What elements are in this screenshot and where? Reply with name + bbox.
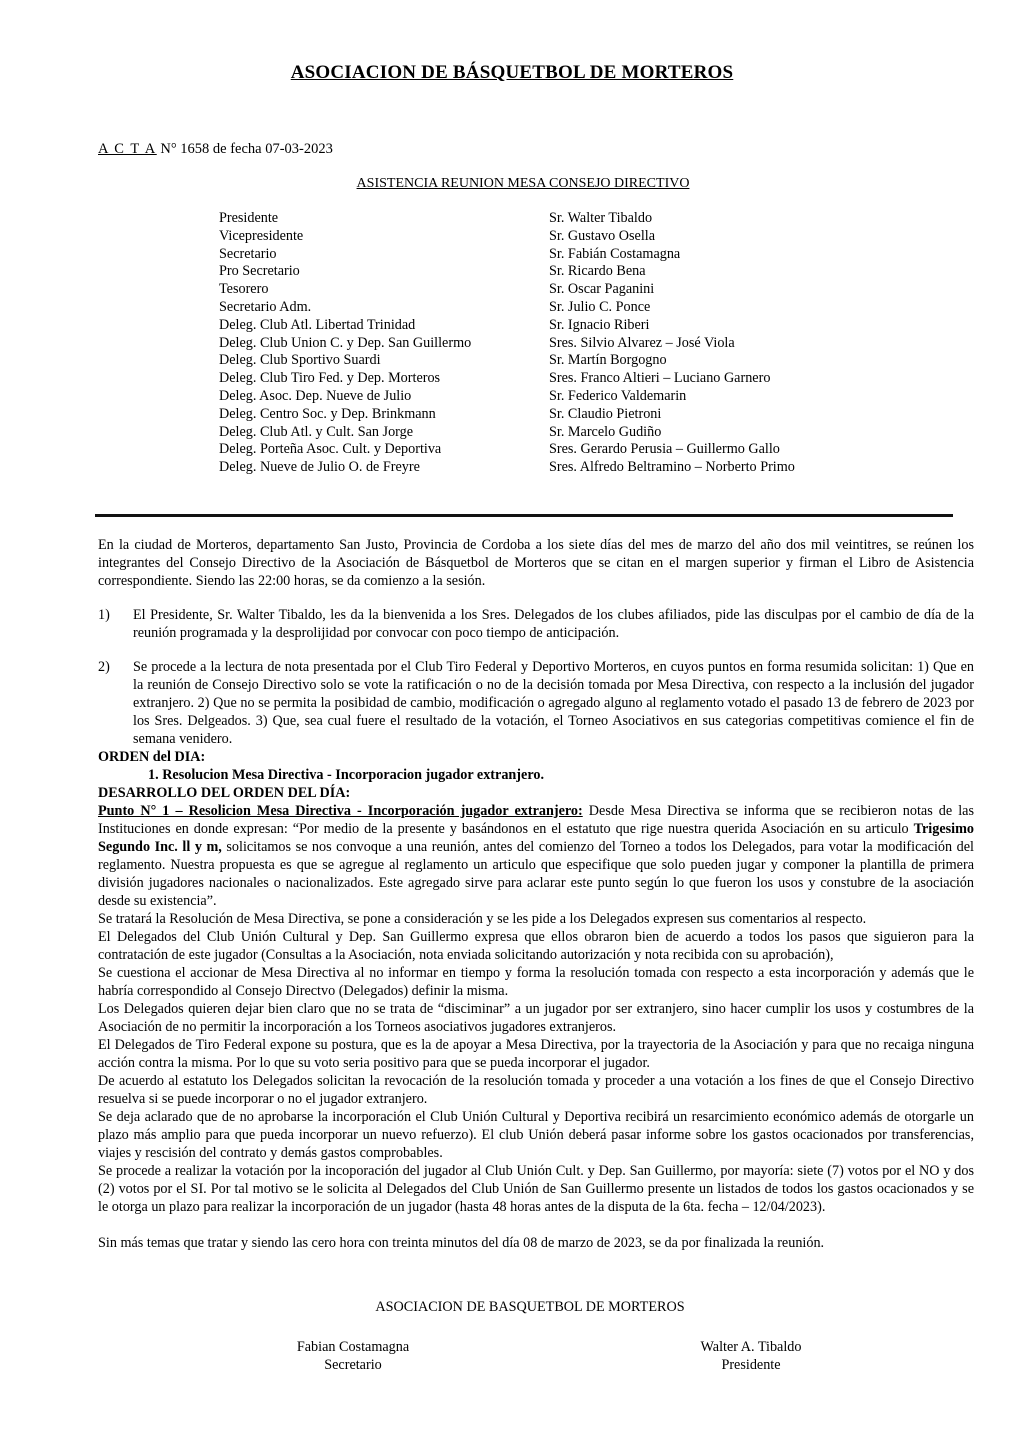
- attendee-row: [219, 459, 859, 477]
- item-number: 2): [98, 659, 110, 675]
- attendee-name: Sr. Ignacio Riberi: [549, 316, 650, 333]
- attendee-name: Sres. Franco Altieri – Luciano Garnero: [549, 370, 771, 387]
- attendee-role: Presidente: [219, 210, 279, 226]
- signature-name: Fabian Costamagna: [296, 1339, 410, 1355]
- attendee-name: Sr. Claudio Pietroni: [549, 405, 662, 422]
- attendee-name: Sr. Fabián Costamagna: [549, 245, 681, 262]
- attendee-name: Sr. Gustavo Osella: [549, 227, 656, 244]
- punto-text-a: Desde Mesa Directiva se informa que se recibieron notas de las Instituciones en donde expresan: “Por medio de la presente y basándonos en el estatuto que rige nuestra querida Asociación en su articulo: [98, 803, 974, 837]
- attendee-name: Sres. Silvio Alvarez – José Viola: [549, 334, 735, 351]
- attendee-role: Pro Secretario: [219, 263, 300, 280]
- attendee-row: [219, 352, 859, 370]
- separator-line: [95, 514, 953, 517]
- attendee-role: Secretario Adm.: [219, 298, 312, 315]
- attendance-heading: ASISTENCIA REUNION MESA CONSEJO DIRECTIVO: [356, 176, 690, 191]
- attendee-row: [219, 370, 859, 388]
- attendee-name: Sres. Alfredo Beltramino – Norberto Primo: [549, 459, 795, 476]
- document-title: ASOCIACION DE BÁSQUETBOL DE MORTEROS: [290, 62, 734, 83]
- desarrollo-heading: DESARROLLO DEL ORDEN DEL DÍA:: [98, 785, 351, 801]
- closing-paragraph: Sin más temas que tratar y siendo las cero hora con treinta minutos del día 08 de marzo de 2023, se da por finalizada la reunión.: [98, 1235, 825, 1251]
- attendee-row: [219, 317, 859, 335]
- orden-heading: ORDEN del DIA:: [98, 749, 206, 765]
- attendee-row: [219, 388, 859, 406]
- attendee-role: Vicepresidente: [219, 227, 304, 244]
- paragraph: Los Delegados quieren dejar bien claro que no se trata de “disciminar” a un jugador por ser extranjero, sino hacer cumplir los usos y costumbres de la Asociación de no permitir la incorporación a los Torneos asociativos jugadores extranjeros.: [98, 1001, 974, 1035]
- orden-item: 1. Resolucion Mesa Directiva - Incorporacion jugador extranjero.: [148, 767, 545, 783]
- attendee-row: [219, 263, 859, 281]
- punto-paragraph: [98, 802, 974, 910]
- paragraph: Se tratará la Resolución de Mesa Directiva, se pone a consideración y se les pide a los Delegados expresen sus comentarios al respecto.: [98, 911, 867, 927]
- acta-number-date: N° 1658 de fecha 07-03-2023: [156, 141, 333, 157]
- item-number: 1): [98, 607, 110, 623]
- attendee-role: Deleg. Club Tiro Fed. y Dep. Morteros: [219, 370, 441, 387]
- minutes-body: [98, 536, 974, 1252]
- paragraph: El Delegados del Club Unión Cultural y Dep. San Guillermo expresa que ellos obraron bien de acuerdo a todos los pasos que siguieron para la contratación de este jugador (Consultas a la Asociación, nota enviada solicitando autorización y nota recibida con su aprobación),: [98, 929, 974, 963]
- numbered-item: [98, 606, 974, 642]
- attendee-role: Deleg. Club Union C. y Dep. San Guillermo: [219, 334, 472, 351]
- signature-president: [676, 1338, 826, 1374]
- attendee-role: Deleg. Club Atl. Libertad Trinidad: [219, 316, 416, 333]
- attendee-role: Deleg. Club Sportivo Suardi: [219, 352, 381, 369]
- attendee-row: [219, 281, 859, 299]
- attendee-role: Deleg. Centro Soc. y Dep. Brinkmann: [219, 405, 436, 422]
- punto-bold-ref: Trigesimo Segundo Inc. ll y m,: [98, 821, 974, 855]
- attendee-row: [219, 299, 859, 317]
- attendee-name: Sr. Oscar Paganini: [549, 281, 655, 298]
- punto-text-b: solicitamos se nos convoque a una reunión, antes del comienzo del Torneo a todos los Delegados, para votar la modificación del reglamento. Nuestra propuesta es que se agregue al reglamento un articulo que especifique que solo pueden jugar y componer la plantilla de primera división jugadores nacionales o nacionalizados. Este agregado sirve para aclarar este punto según lo que fueron los usos y constubre de la asociación desde su existencia”.: [98, 839, 974, 909]
- attendee-name: Sr. Federico Valdemarin: [549, 387, 687, 404]
- attendee-role: Deleg. Nueve de Julio O. de Freyre: [219, 459, 420, 476]
- attendee-role: Deleg. Porteña Asoc. Cult. y Deportiva: [219, 441, 442, 458]
- attendee-row: [219, 246, 859, 264]
- acta-line: [98, 141, 333, 158]
- paragraph: El Delegados de Tiro Federal expone su postura, que es la de apoyar a Mesa Directiva, por la trayectoria de la Asociación y para que no recaiga ninguna acción contra la misma. Por lo que su voto seria positivo para que se pueda incorporar el jugador.: [98, 1037, 974, 1071]
- attendee-role: Tesorero: [219, 281, 269, 298]
- paragraph: De acuerdo al estatuto los Delegados solicitan la revocación de la resolución tomada y proceder a una votación a los fines de que el Consejo Directivo resuelva si se puede incorporar o no el jugador extranjero.: [98, 1073, 974, 1107]
- signature-title: Secretario: [324, 1357, 382, 1373]
- item-text: Se procede a la lectura de nota presentada por el Club Tiro Federal y Deportivo Morteros, en cuyos puntos en forma resumida solicitan: 1) Que en la reunión de Consejo Directivo solo se vote la ratificación o no de la decisión tomada por Mesa Directiva, con respecto a la inclusión del jugador extranjero. 2) Que no se permita la posibidad de cambio, modificación o agregado alguno al reglamento votado el pasado 13 de febrero de 2023 por los Sres. Delgeados. 3) Que, sea cual fuere el resultado de la votación, el Torneo Asociativos en sus categorias competitivas comience el fin de semana venidero.: [133, 659, 974, 747]
- attendee-row: [219, 424, 859, 442]
- attendee-name: Sr. Marcelo Gudiño: [549, 423, 662, 440]
- numbered-item: [98, 658, 974, 748]
- acta-label: A C T A: [98, 141, 157, 157]
- attendee-row: [219, 441, 859, 459]
- attendee-row: [219, 335, 859, 353]
- attendee-name: Sres. Gerardo Perusia – Guillermo Gallo: [549, 441, 780, 458]
- intro-paragraph: En la ciudad de Morteros, departamento San Justo, Provincia de Cordoba a los siete días del mes de marzo del año dos mil veintitres, se reúnen los integrantes del Consejo Directivo de la Asociación de Básquetbol de Morteros que se citan en el margen superior y firman el Libro de Asistencia correspondiente. Siendo las 22:00 horas, se da comienzo a la sesión.: [98, 537, 974, 589]
- punto-label: Punto N° 1 – Resolicion Mesa Directiva - Incorporación jugador extranjero:: [98, 803, 583, 819]
- attendee-row: [219, 228, 859, 246]
- signature-title: Presidente: [721, 1357, 781, 1373]
- attendance-list: [219, 210, 859, 477]
- attendee-role: Deleg. Asoc. Dep. Nueve de Julio: [219, 387, 412, 404]
- paragraph: Se procede a realizar la votación por la incoporación del jugador al Club Unión Cult. y Dep. San Guillermo, por mayoría: siete (7) votos por el NO y dos (2) votos por el SI. Por tal motivo se le solicita al Delegados del Club Unión de San Guillermo presente un listados de todos los gastos ocacionados y se le otorga un plazo para realizar la incorporación de un jugador (hasta 48 horas antes de la disputa de la 6ta. fecha – 12/04/2023).: [98, 1163, 974, 1215]
- attendee-role: Deleg. Club Atl. y Cult. San Jorge: [219, 423, 414, 440]
- attendee-row: [219, 406, 859, 424]
- attendee-name: Sr. Martín Borgogno: [549, 352, 667, 369]
- attendee-name: Sr. Julio C. Ponce: [549, 298, 651, 315]
- signature-name: Walter A. Tibaldo: [700, 1339, 802, 1355]
- footer-organization: ASOCIACION DE BASQUETBOL DE MORTEROS: [375, 1299, 685, 1315]
- attendee-name: Sr. Ricardo Bena: [549, 263, 646, 280]
- item-text: El Presidente, Sr. Walter Tibaldo, les da la bienvenida a los Sres. Delegados de los clubes afiliados, pide las disculpas por el cambio de día de la reunión programada y la desprolijidad por convocar con poco tiempo de anticipación.: [133, 607, 974, 641]
- paragraph: Se deja aclarado que de no aprobarse la incorporación el Club Unión Cultural y Deportiva recibirá un resarcimiento económico además de otorgarle un plazo más amplio para que pueda incorporar un nuevo refuerzo). El club Unión deberá pasar informe sobre los gastos ocacionados por transferencias, viajes y rescisión del contrato y demás gastos comprobables.: [98, 1109, 974, 1161]
- attendee-row: [219, 210, 859, 228]
- attendee-role: Secretario: [219, 245, 277, 262]
- signature-secretary: [268, 1338, 438, 1374]
- attendee-name: Sr. Walter Tibaldo: [549, 210, 653, 226]
- paragraph: Se cuestiona el accionar de Mesa Directiva al no informar en tiempo y forma la resolución tomada con respecto a esta incorporación y además que le habría correspondido al Consejo Directvo (Delegados) definir la misma.: [98, 965, 974, 999]
